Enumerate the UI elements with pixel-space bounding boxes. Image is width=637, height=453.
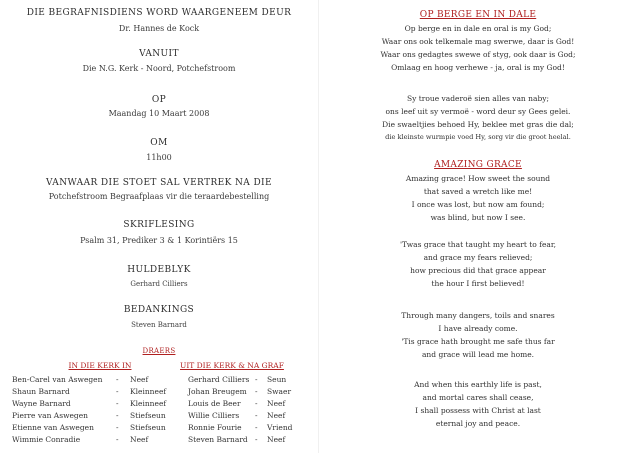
- verse-line: Amazing grace! How sweet the sound: [405, 174, 551, 183]
- service-time: 11h00: [146, 153, 172, 162]
- right-page: [319, 0, 637, 453]
- bearer-dash: -: [255, 387, 258, 396]
- hymn1-stanza2: [319, 92, 637, 144]
- bearer-relation: Neef: [267, 435, 286, 444]
- verse-line: And when this earthly life is past,: [414, 380, 542, 389]
- verse-line: I have already come.: [438, 324, 518, 333]
- in-church-label: IN DIE KERK IN: [68, 361, 132, 370]
- bearer-relation: Stiefseun: [130, 411, 166, 420]
- hymn2-stanza3: [319, 309, 637, 361]
- bearer-dash: -: [255, 411, 258, 420]
- bearer-name: Pierre van Aswegen: [12, 411, 88, 420]
- scripture-reading: Psalm 31, Prediker 3 & 1 Korintiërs 15: [80, 236, 238, 245]
- verse-line: 'Twas grace that taught my heart to fear,: [399, 240, 557, 249]
- hymn2-title: AMAZING GRACE: [434, 160, 522, 170]
- hymn1-title: OP BERGE EN IN DALE: [419, 10, 537, 20]
- bearer-dash: -: [116, 411, 119, 420]
- bearer-name: Johan Breugem: [188, 387, 247, 396]
- service-heading: DIE BEGRAFNISDIENS WORD WAARGENEEM DEUR: [26, 8, 292, 18]
- verse-line: that saved a wretch like me!: [423, 187, 533, 196]
- scripture-label: SKRIFLESING: [123, 220, 195, 230]
- verse-line: I shall possess with Christ at last: [415, 406, 541, 415]
- bearer-relation: Neef: [267, 399, 286, 408]
- verse-line: Sy troue vaderoë sien alles van naby;: [406, 94, 550, 103]
- bearer-relation: Stiefseun: [130, 423, 166, 432]
- hymn2-stanza2: [319, 238, 637, 290]
- hymn1-stanza1: [319, 22, 637, 74]
- verse-line: and grace my fears relieved;: [423, 253, 533, 262]
- verse-line: 'Tis grace hath brought me safe thus far: [401, 337, 555, 346]
- bearers-label: DRAERS: [142, 347, 176, 355]
- verse-line: eternal joy and peace.: [435, 419, 521, 428]
- verse-line: ons leef uit sy vermoë - word deur sy Gees gelei.: [385, 107, 571, 116]
- bearer-relation: Kleinneef: [130, 387, 167, 396]
- verse-line: die kleinste wurmpie voed Hy, sorg vir die groot heelal.: [385, 133, 571, 141]
- bearer-dash: -: [116, 399, 119, 408]
- thanks-label: BEDANKINGS: [123, 305, 195, 315]
- bearer-dash: -: [116, 435, 119, 444]
- bearer-name: Wimmie Conradie: [12, 435, 81, 444]
- left-page: [0, 0, 318, 453]
- verse-line: and grace will lead me home.: [421, 350, 535, 359]
- verse-line: I once was lost, but now am found;: [411, 200, 545, 209]
- bearer-relation: Seun: [267, 375, 287, 384]
- bearer-name: Louis de Beer: [188, 399, 241, 408]
- bearer-relation: Vriend: [267, 423, 293, 432]
- bearer-dash: -: [116, 387, 119, 396]
- departure-label: VANWAAR DIE STOET SAL VERTREK NA DIE: [46, 178, 272, 188]
- bearer-name: Gerhard Cilliers: [188, 375, 250, 384]
- at-label: OM: [150, 138, 168, 148]
- hymn2-stanza4: [319, 378, 637, 430]
- on-label: OP: [151, 95, 167, 105]
- officiant: Dr. Hannes de Kock: [118, 24, 200, 33]
- bearer-name: Shaun Barnard: [12, 387, 70, 396]
- verse-line: Die swaeltjies behoed Hy, beklee met gras die dal;: [382, 120, 574, 129]
- verse-line: how precious did that grace appear: [410, 266, 546, 275]
- bearer-dash: -: [116, 375, 119, 384]
- verse-line: Waar ons gedagtes swewe of styg, ook daar is God;: [380, 50, 576, 59]
- bearer-dash: -: [255, 435, 258, 444]
- service-date: Maandag 10 Maart 2008: [108, 109, 210, 118]
- bearer-dash: -: [116, 423, 119, 432]
- verse-line: Waar ons ook telkemale mag swerwe, daar is God!: [381, 37, 575, 46]
- church-name: Die N.G. Kerk - Noord, Potchefstroom: [82, 64, 236, 73]
- bearer-name: Ben-Carel van Aswegen: [12, 375, 103, 384]
- verse-line: Through many dangers, toils and snares: [401, 311, 555, 320]
- thanks-name: Steven Barnard: [131, 321, 187, 329]
- bearer-dash: -: [255, 375, 258, 384]
- verse-line: Omlaag en hoog verhewe - ja, oral is my God!: [391, 63, 565, 72]
- hymn2-stanza1: [319, 172, 637, 224]
- bearer-name: Wayne Barnard: [12, 399, 71, 408]
- departure-place: Potchefstroom Begraafplaas vir die teraardebestelling: [48, 192, 270, 201]
- from-label: VANUIT: [139, 49, 179, 59]
- bearer-relation: Kleinneef: [130, 399, 167, 408]
- bearer-relation: Neef: [130, 435, 149, 444]
- verse-line: was blind, but now I see.: [430, 213, 526, 222]
- tribute-label: HULDEBLYK: [127, 265, 191, 275]
- bearer-name: Etienne van Aswegen: [12, 423, 94, 432]
- tribute-name: Gerhard Cilliers: [130, 280, 188, 288]
- bearer-relation: Neef: [267, 411, 286, 420]
- verse-line: Op berge en in dale en oral is my God;: [404, 24, 552, 33]
- bearer-dash: -: [255, 423, 258, 432]
- verse-line: the hour I first believed!: [431, 279, 525, 288]
- bearer-dash: -: [255, 399, 258, 408]
- out-church-label: UIT DIE KERK & NA GRAF: [180, 361, 284, 370]
- bearer-relation: Neef: [130, 375, 149, 384]
- bearer-name: Willie Cilliers: [188, 411, 240, 420]
- verse-line: and mortal cares shall cease,: [422, 393, 534, 402]
- bearer-relation: Swaer: [267, 387, 292, 396]
- bearer-name: Steven Barnard: [188, 435, 248, 444]
- bearer-name: Ronnie Fourie: [188, 423, 242, 432]
